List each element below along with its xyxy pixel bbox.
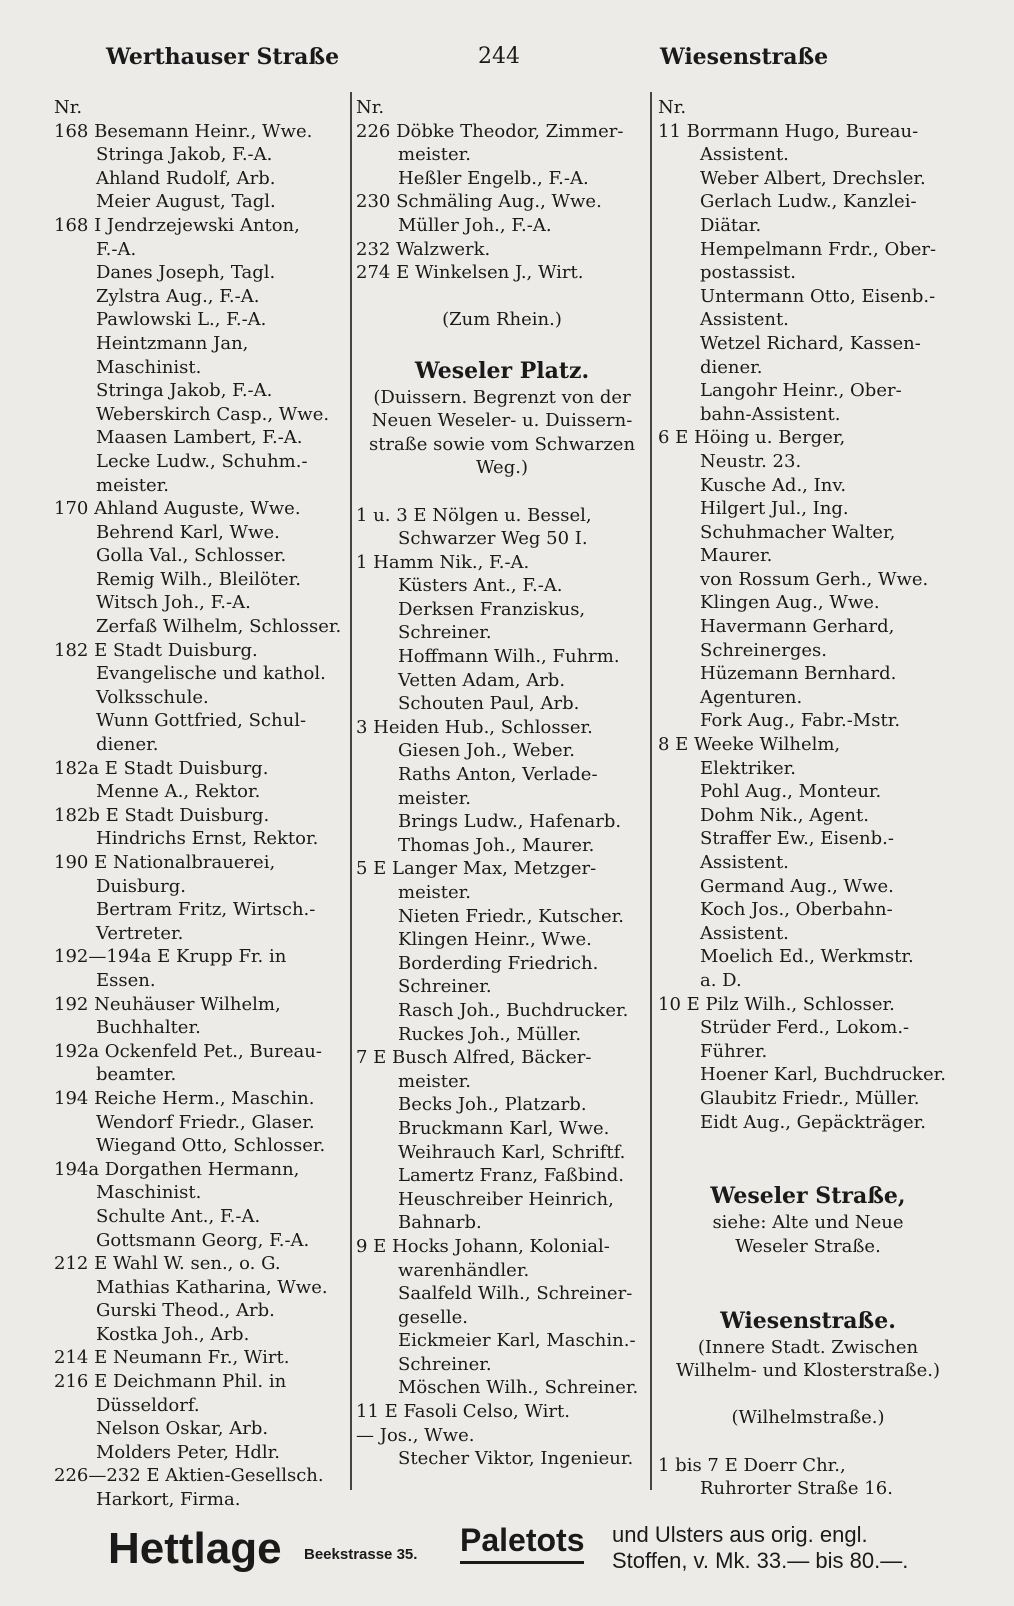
directory-line: Hoener Karl, Buchdrucker. bbox=[700, 1064, 946, 1086]
directory-line: Saalfeld Wilh., Schreiner- bbox=[398, 1283, 633, 1305]
column-3 bbox=[658, 96, 958, 1501]
page-number: 244 bbox=[478, 44, 520, 69]
directory-line bbox=[356, 480, 648, 504]
directory-line: 11 Borrmann Hugo, Bureau- bbox=[658, 120, 919, 142]
directory-line: Nr. bbox=[658, 97, 687, 118]
directory-line: Diätar. bbox=[700, 214, 762, 236]
directory-line: Raths Anton, Verlade- bbox=[398, 764, 598, 786]
directory-line: 194 Reiche Herm., Maschin. bbox=[54, 1087, 315, 1109]
directory-line: warenhändler. bbox=[398, 1259, 530, 1281]
directory-line: Ruhrorter Straße 16. bbox=[700, 1478, 893, 1500]
directory-line: Volksschule. bbox=[96, 686, 209, 708]
directory-line bbox=[658, 1134, 958, 1158]
directory-line: 182a E Stadt Duisburg. bbox=[54, 757, 269, 779]
directory-line: Dohm Nik., Agent. bbox=[700, 804, 869, 826]
directory-line: 1 bis 7 E Doerr Chr., bbox=[658, 1454, 846, 1476]
directory-line: Thomas Joh., Maurer. bbox=[398, 834, 595, 856]
directory-line: 274 E Winkelsen J., Wirt. bbox=[356, 262, 584, 284]
directory-line: Stecher Viktor, Ingenieur. bbox=[398, 1448, 634, 1470]
directory-line: Buchhalter. bbox=[96, 1017, 201, 1039]
directory-line: Elektriker. bbox=[700, 757, 796, 779]
directory-line: Wendorf Friedr., Glaser. bbox=[96, 1111, 315, 1133]
directory-line: Straffer Ew., Eisenb.- bbox=[700, 828, 894, 850]
directory-line: Wetzel Richard, Kassen- bbox=[700, 332, 921, 354]
directory-line: (Zum Rhein.) bbox=[442, 309, 562, 331]
directory-line bbox=[658, 1282, 958, 1306]
directory-line: Maurer. bbox=[700, 545, 773, 567]
directory-line: Becks Joh., Platzarb. bbox=[398, 1094, 587, 1116]
directory-line: Schuhmacher Walter, bbox=[700, 521, 896, 543]
directory-line: Wilhelm- und Klosterstraße.) bbox=[676, 1360, 940, 1382]
directory-line: Rasch Joh., Buchdrucker. bbox=[398, 999, 629, 1021]
directory-line bbox=[658, 1430, 958, 1454]
directory-line: Behrend Karl, Wwe. bbox=[96, 521, 280, 543]
directory-line: 6 E Höing u. Berger, bbox=[658, 427, 846, 449]
directory-line: meister. bbox=[398, 787, 471, 809]
directory-line: 192—194a E Krupp Fr. in bbox=[54, 946, 287, 968]
directory-line: Nieten Friedr., Kutscher. bbox=[398, 905, 624, 927]
directory-line: Wiesenstraße. bbox=[720, 1307, 896, 1334]
directory-line: Giesen Joh., Weber. bbox=[398, 740, 576, 762]
directory-line bbox=[356, 285, 648, 309]
directory-line: Harkort, Firma. bbox=[96, 1489, 241, 1511]
directory-line: siehe: Alte und Neue bbox=[712, 1212, 904, 1234]
directory-line: 9 E Hocks Johann, Kolonial- bbox=[356, 1235, 610, 1257]
directory-line: 226—232 E Aktien-Gesellsch. bbox=[54, 1465, 324, 1487]
directory-line bbox=[356, 332, 648, 356]
directory-line: Hoffmann Wilh., Fuhrm. bbox=[398, 646, 620, 668]
directory-line: Maasen Lambert, F.-A. bbox=[96, 427, 303, 449]
directory-line: 182 E Stadt Duisburg. bbox=[54, 639, 258, 661]
directory-line: meister. bbox=[398, 144, 471, 166]
directory-line: 5 E Langer Max, Metzger- bbox=[356, 858, 597, 880]
column-1 bbox=[54, 96, 350, 1512]
directory-line: 170 Ahland Auguste, Wwe. bbox=[54, 498, 301, 520]
directory-line: F.-A. bbox=[96, 238, 137, 260]
directory-line: straße sowie vom Schwarzen bbox=[368, 433, 636, 455]
directory-line: Gerlach Ludw., Kanzlei- bbox=[700, 191, 917, 213]
directory-line: Witsch Joh., F.-A. bbox=[96, 592, 251, 614]
directory-line: Weberskirch Casp., Wwe. bbox=[96, 403, 330, 425]
directory-line: Kusche Ad., Inv. bbox=[700, 474, 847, 496]
directory-line: a. D. bbox=[700, 969, 742, 991]
directory-line: Gurski Theod., Arb. bbox=[96, 1300, 275, 1322]
directory-line: Assistent. bbox=[700, 852, 789, 873]
directory-line: Havermann Gerhard, bbox=[700, 616, 895, 638]
directory-line: Schreiner. bbox=[398, 622, 492, 644]
directory-line: Essen. bbox=[96, 969, 156, 991]
ad-line-1: und Ulsters aus orig. engl. bbox=[612, 1522, 868, 1547]
directory-line: Weseler Straße. bbox=[735, 1235, 881, 1257]
directory-line: Glaubitz Friedr., Müller. bbox=[700, 1087, 920, 1109]
directory-line bbox=[658, 1259, 958, 1283]
directory-line: von Rossum Gerh., Wwe. bbox=[700, 568, 929, 590]
directory-line: geselle. bbox=[398, 1306, 468, 1328]
directory-line: postassist. bbox=[700, 262, 796, 284]
directory-line: 192a Ockenfeld Pet., Bureau- bbox=[54, 1040, 322, 1062]
directory-line: Klingen Heinr., Wwe. bbox=[398, 929, 592, 951]
directory-line: 214 E Neumann Fr., Wirt. bbox=[54, 1347, 290, 1369]
directory-line: 230 Schmäling Aug., Wwe. bbox=[356, 191, 602, 213]
directory-line: 7 E Busch Alfred, Bäcker- bbox=[356, 1047, 592, 1069]
directory-line: Wunn Gottfried, Schul- bbox=[96, 710, 307, 732]
directory-line: 1 u. 3 E Nölgen u. Bessel, bbox=[356, 504, 592, 526]
directory-line: Pohl Aug., Monteur. bbox=[700, 781, 882, 803]
directory-line: 216 E Deichmann Phil. in bbox=[54, 1371, 287, 1393]
directory-line: Neuen Weseler- u. Duissern- bbox=[371, 410, 633, 432]
directory-line: Heßler Engelb., F.-A. bbox=[398, 167, 589, 189]
directory-line: Ahland Rudolf, Arb. bbox=[96, 167, 276, 189]
directory-line: Schulte Ant., F.-A. bbox=[96, 1205, 261, 1227]
directory-line: 10 E Pilz Wilh., Schlosser. bbox=[658, 993, 895, 1015]
directory-line: Hüzemann Bernhard. bbox=[700, 663, 897, 685]
directory-line: Koch Jos., Oberbahn- bbox=[700, 899, 893, 921]
directory-line: Assistent. bbox=[700, 922, 789, 944]
directory-line: Molders Peter, Hdlr. bbox=[96, 1441, 280, 1463]
directory-line: Kostka Joh., Arb. bbox=[96, 1323, 250, 1345]
directory-line: Hilgert Jul., Ing. bbox=[700, 498, 849, 520]
header-left-street: Werthauser Straße bbox=[106, 44, 340, 70]
directory-line: Ruckes Joh., Müller. bbox=[398, 1023, 582, 1045]
directory-line: Wiegand Otto, Schlosser. bbox=[96, 1135, 326, 1157]
directory-line: diener. bbox=[96, 734, 159, 756]
directory-line: Hindrichs Ernst, Rektor. bbox=[96, 828, 319, 850]
directory-line: Nelson Oskar, Arb. bbox=[96, 1418, 269, 1440]
directory-line: Düsseldorf. bbox=[96, 1394, 200, 1416]
directory-line: beamter. bbox=[96, 1064, 177, 1086]
directory-line: Bruckmann Karl, Wwe. bbox=[398, 1117, 610, 1139]
directory-line: Borderding Friedrich. bbox=[398, 952, 599, 974]
directory-line: (Duissern. Begrenzt von der bbox=[373, 386, 631, 408]
directory-line: Duisburg. bbox=[96, 875, 186, 897]
directory-line: Bahnarb. bbox=[398, 1212, 482, 1234]
column-divider bbox=[350, 92, 352, 1490]
directory-line: Klingen Aug., Wwe. bbox=[700, 592, 880, 614]
directory-line: Menne A., Rektor. bbox=[96, 781, 261, 803]
directory-line: Zylstra Aug., F.-A. bbox=[96, 285, 260, 307]
directory-line: Eidt Aug., Gepäckträger. bbox=[700, 1111, 927, 1133]
directory-line: Untermann Otto, Eisenb.- bbox=[700, 285, 936, 307]
directory-line: Stringa Jakob, F.-A. bbox=[96, 380, 273, 402]
ad-line-2: Stoffen, v. Mk. 33.— bis 80.—. bbox=[612, 1548, 909, 1573]
directory-line: Schreiner. bbox=[398, 976, 492, 998]
directory-line: 8 E Weeke Wilhelm, bbox=[658, 734, 841, 756]
directory-line: Remig Wilh., Bleilöter. bbox=[96, 568, 301, 590]
directory-line: Evangelische und kathol. bbox=[96, 663, 326, 685]
directory-line: Hempelmann Frdr., Ober- bbox=[700, 238, 937, 260]
directory-line: Weseler Platz. bbox=[414, 357, 590, 384]
directory-line: Derksen Franziskus, bbox=[398, 598, 586, 620]
directory-line: Vertreter. bbox=[96, 922, 184, 944]
directory-line: 194a Dorgathen Hermann, bbox=[54, 1158, 300, 1180]
directory-line: Langohr Heinr., Ober- bbox=[700, 380, 902, 402]
directory-line: Strüder Ferd., Lokom.- bbox=[700, 1017, 910, 1039]
directory-line: Müller Joh., F.-A. bbox=[398, 214, 552, 236]
directory-line: Agenturen. bbox=[700, 686, 803, 708]
directory-line: — Jos., Wwe. bbox=[356, 1424, 475, 1446]
ad-brand: Hettlage bbox=[108, 1524, 282, 1573]
directory-line: Schreiner. bbox=[398, 1353, 492, 1375]
directory-line: diener. bbox=[700, 356, 763, 378]
directory-line: Eickmeier Karl, Maschin.- bbox=[398, 1330, 636, 1352]
directory-line: Golla Val., Schlosser. bbox=[96, 545, 287, 567]
directory-line: Assistent. bbox=[700, 309, 789, 331]
directory-line: Germand Aug., Wwe. bbox=[700, 875, 894, 897]
directory-line: 190 E Nationalbrauerei, bbox=[54, 852, 276, 873]
directory-line: Stringa Jakob, F.-A. bbox=[96, 144, 273, 166]
directory-line: 192 Neuhäuser Wilhelm, bbox=[54, 993, 281, 1015]
header-right-street: Wiesenstraße bbox=[660, 44, 829, 70]
directory-line: (Wilhelmstraße.) bbox=[731, 1407, 885, 1429]
directory-line: Nr. bbox=[356, 97, 385, 118]
advertisement bbox=[0, 1522, 1014, 1582]
directory-line: Zerfaß Wilhelm, Schlosser. bbox=[96, 616, 342, 638]
ad-product: Paletots bbox=[460, 1522, 584, 1564]
directory-line: 212 E Wahl W. sen., o. G. bbox=[54, 1253, 281, 1275]
directory-line: 182b E Stadt Duisburg. bbox=[54, 804, 270, 826]
directory-line: Fork Aug., Fabr.-Mstr. bbox=[700, 710, 901, 732]
directory-line: Küsters Ant., F.-A. bbox=[398, 575, 563, 597]
directory-line: 232 Walzwerk. bbox=[356, 238, 491, 260]
directory-line: Weseler Straße, bbox=[710, 1183, 906, 1210]
directory-line: Schreinerges. bbox=[700, 639, 828, 661]
directory-line: Führer. bbox=[700, 1040, 768, 1062]
directory-line: Lamertz Franz, Faßbind. bbox=[398, 1165, 624, 1187]
directory-line: Meier August, Tagl. bbox=[96, 191, 276, 213]
directory-line: Weber Albert, Drechsler. bbox=[700, 167, 926, 189]
directory-line: Moelich Ed., Werkmstr. bbox=[700, 946, 914, 968]
column-divider bbox=[650, 92, 652, 1490]
directory-line: Schwarzer Weg 50 I. bbox=[398, 528, 588, 550]
directory-line: 168 Besemann Heinr., Wwe. bbox=[54, 120, 313, 142]
directory-line: Gottsmann Georg, F.-A. bbox=[96, 1229, 310, 1251]
directory-line: Mathias Katharina, Wwe. bbox=[96, 1276, 328, 1298]
directory-line: Heuschreiber Heinrich, bbox=[398, 1188, 614, 1210]
directory-line: 3 Heiden Hub., Schlosser. bbox=[356, 716, 593, 738]
directory-line: Bertram Fritz, Wirtsch.- bbox=[96, 899, 316, 921]
directory-line: Weihrauch Karl, Schriftf. bbox=[398, 1141, 626, 1163]
directory-line: 226 Döbke Theodor, Zimmer- bbox=[356, 120, 624, 142]
directory-line: Vetten Adam, Arb. bbox=[398, 669, 566, 691]
directory-line: meister. bbox=[96, 474, 169, 496]
directory-line: Schouten Paul, Arb. bbox=[398, 693, 580, 715]
directory-line: meister. bbox=[398, 1070, 471, 1092]
directory-line: Heintzmann Jan, bbox=[96, 332, 249, 354]
column-2 bbox=[356, 96, 648, 1471]
directory-line: Danes Joseph, Tagl. bbox=[96, 262, 276, 284]
directory-line: meister. bbox=[398, 882, 471, 903]
ad-address: Beekstrasse 35. bbox=[304, 1546, 418, 1563]
directory-line: 168 I Jendrzejewski Anton, bbox=[54, 214, 300, 236]
directory-line: 1 Hamm Nik., F.-A. bbox=[356, 551, 530, 573]
directory-line: Assistent. bbox=[700, 144, 789, 166]
directory-line bbox=[658, 1383, 958, 1407]
directory-line: Möschen Wilh., Schreiner. bbox=[398, 1377, 639, 1399]
directory-line: bahn-Assistent. bbox=[700, 403, 841, 425]
directory-line: Maschinist. bbox=[96, 356, 202, 378]
directory-line: Nr. bbox=[54, 97, 83, 118]
directory-line: Brings Ludw., Hafenarb. bbox=[398, 811, 622, 833]
directory-line: Lecke Ludw., Schuhm.- bbox=[96, 450, 308, 472]
directory-line: Weg.) bbox=[476, 457, 528, 479]
directory-line: (Innere Stadt. Zwischen bbox=[697, 1336, 919, 1358]
directory-line: Maschinist. bbox=[96, 1182, 202, 1204]
directory-line: Pawlowski L., F.-A. bbox=[96, 309, 267, 331]
directory-line bbox=[658, 1158, 958, 1182]
directory-line: Neustr. 23. bbox=[700, 450, 802, 472]
directory-line: 11 E Fasoli Celso, Wirt. bbox=[356, 1401, 570, 1423]
